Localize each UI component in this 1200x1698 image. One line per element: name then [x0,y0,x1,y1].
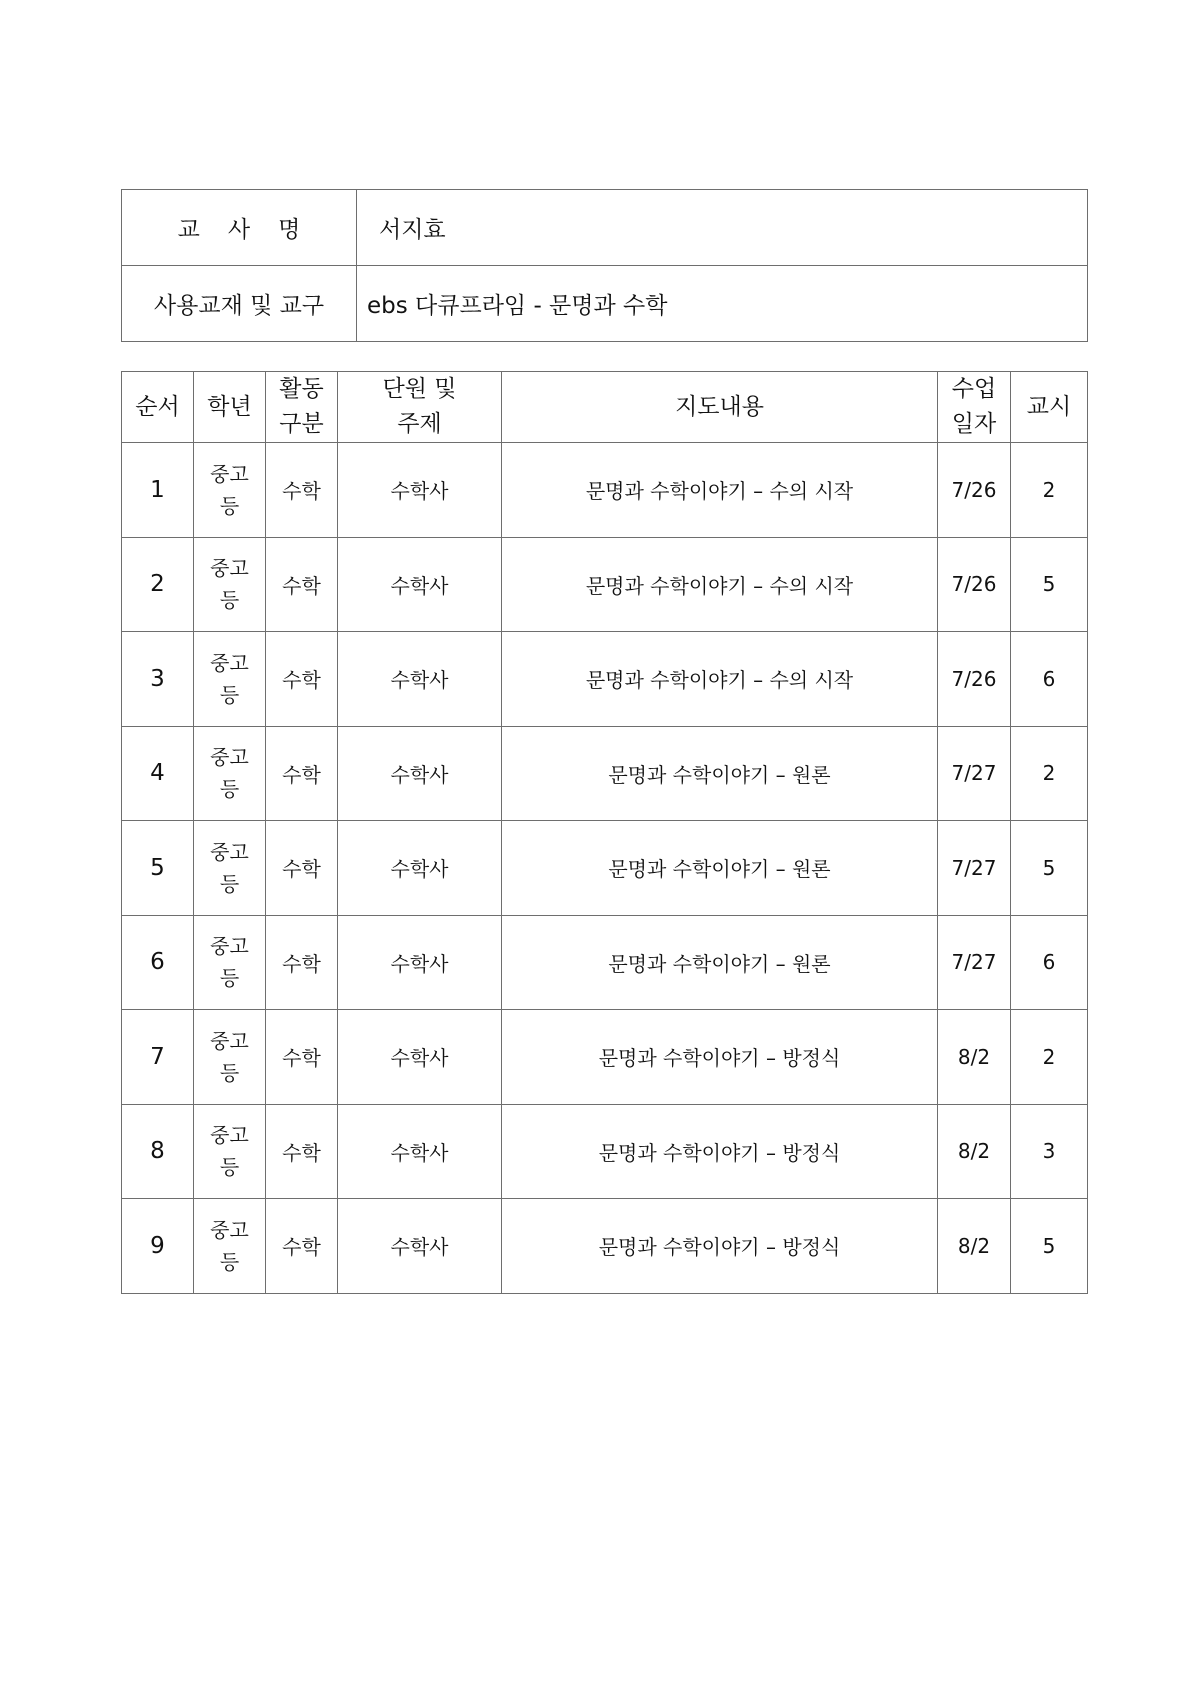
row-activity: 수학 [266,1104,338,1199]
row-grade-line1: 중고 [210,839,249,864]
row-date: 7/26 [938,632,1011,727]
row-grade [194,1010,266,1105]
row-date: 7/26 [938,443,1011,538]
row-activity: 수학 [266,915,338,1010]
row-grade-line2: 등 [219,966,240,991]
row-grade-line1: 중고 [210,556,249,581]
header-date-line2: 일자 [951,411,997,437]
row-unit: 수학사 [338,1104,502,1199]
table-row [122,821,1088,916]
row-grade-line1: 중고 [210,934,249,959]
row-grade-line2: 등 [219,871,240,896]
materials-row [122,266,1088,342]
header-date-line1: 수업 [951,376,997,402]
header-order: 순서 [122,372,194,443]
row-grade [194,443,266,538]
row-grade-line1: 중고 [210,461,249,486]
row-order: 3 [122,632,194,727]
row-grade [194,821,266,916]
table-row [122,726,1088,821]
row-activity: 수학 [266,1010,338,1105]
row-activity: 수학 [266,443,338,538]
row-grade-line2: 등 [219,1155,240,1180]
header-unit-line1: 단원 및 [382,376,457,402]
row-date: 8/2 [938,1199,1011,1294]
row-grade [194,1104,266,1199]
row-order: 1 [122,443,194,538]
row-period: 5 [1011,1199,1088,1294]
row-period: 3 [1011,1104,1088,1199]
row-grade-line2: 등 [219,682,240,707]
header-activity-line2: 구분 [279,411,324,437]
teacher-name: 서지효 [357,190,1088,266]
row-date: 7/27 [938,915,1011,1010]
table-row [122,443,1088,538]
header-unit-line2: 주제 [397,411,442,437]
header-activity [266,372,338,443]
row-date: 8/2 [938,1010,1011,1105]
row-content: 문명과 수학이야기 – 수의 시작 [502,443,938,538]
row-activity: 수학 [266,632,338,727]
header-date [938,372,1011,443]
row-date: 7/27 [938,821,1011,916]
row-content: 문명과 수학이야기 – 방정식 [502,1199,938,1294]
header-activity-line1: 활동 [279,376,324,402]
row-period: 6 [1011,915,1088,1010]
row-grade [194,632,266,727]
row-grade-line1: 중고 [210,650,249,675]
schedule-body [122,443,1088,1294]
row-content: 문명과 수학이야기 – 원론 [502,726,938,821]
row-content: 문명과 수학이야기 – 방정식 [502,1010,938,1105]
row-grade-line2: 등 [219,1060,240,1085]
row-order: 8 [122,1104,194,1199]
header-unit [338,372,502,443]
row-date: 7/26 [938,537,1011,632]
row-date: 7/27 [938,726,1011,821]
row-period: 2 [1011,726,1088,821]
row-content: 문명과 수학이야기 – 방정식 [502,1104,938,1199]
teacher-row [122,190,1088,266]
row-grade-line2: 등 [219,493,240,518]
row-grade-line2: 등 [219,1249,240,1274]
table-row [122,1199,1088,1294]
teacher-label-cell [122,190,357,266]
row-activity: 수학 [266,537,338,632]
row-content: 문명과 수학이야기 – 수의 시작 [502,537,938,632]
row-grade-line1: 중고 [210,1028,249,1053]
row-order: 5 [122,821,194,916]
row-grade-line1: 중고 [210,745,249,770]
header-content: 지도내용 [502,372,938,443]
row-period: 2 [1011,1010,1088,1105]
row-grade-line2: 등 [219,777,240,802]
table-row [122,632,1088,727]
row-order: 4 [122,726,194,821]
row-content: 문명과 수학이야기 – 원론 [502,821,938,916]
row-period: 5 [1011,537,1088,632]
row-activity: 수학 [266,821,338,916]
row-unit: 수학사 [338,632,502,727]
row-activity: 수학 [266,1199,338,1294]
row-activity: 수학 [266,726,338,821]
row-grade-line2: 등 [219,588,240,613]
row-unit: 수학사 [338,537,502,632]
row-grade [194,915,266,1010]
row-unit: 수학사 [338,1010,502,1105]
row-content: 문명과 수학이야기 – 원론 [502,915,938,1010]
row-period: 5 [1011,821,1088,916]
teacher-info-table [121,189,1088,342]
row-content: 문명과 수학이야기 – 수의 시작 [502,632,938,727]
row-order: 9 [122,1199,194,1294]
teacher-label: 교 사 명 [177,217,311,243]
header-grade: 학년 [194,372,266,443]
row-period: 6 [1011,632,1088,727]
row-grade [194,1199,266,1294]
row-unit: 수학사 [338,1199,502,1294]
materials-label: 사용교재 및 교구 [122,266,357,342]
schedule-header-row [122,372,1088,443]
row-grade [194,726,266,821]
row-grade-line1: 중고 [210,1123,249,1148]
row-order: 2 [122,537,194,632]
table-row [122,915,1088,1010]
row-unit: 수학사 [338,821,502,916]
table-row [122,1104,1088,1199]
materials-value: ebs 다큐프라임 - 문명과 수학 [357,266,1088,342]
row-unit: 수학사 [338,915,502,1010]
schedule-table [121,371,1088,1294]
header-period: 교시 [1011,372,1088,443]
row-grade-line1: 중고 [210,1217,249,1242]
row-unit: 수학사 [338,726,502,821]
table-row [122,1010,1088,1105]
table-row [122,537,1088,632]
row-unit: 수학사 [338,443,502,538]
row-order: 6 [122,915,194,1010]
row-order: 7 [122,1010,194,1105]
row-date: 8/2 [938,1104,1011,1199]
row-grade [194,537,266,632]
row-period: 2 [1011,443,1088,538]
